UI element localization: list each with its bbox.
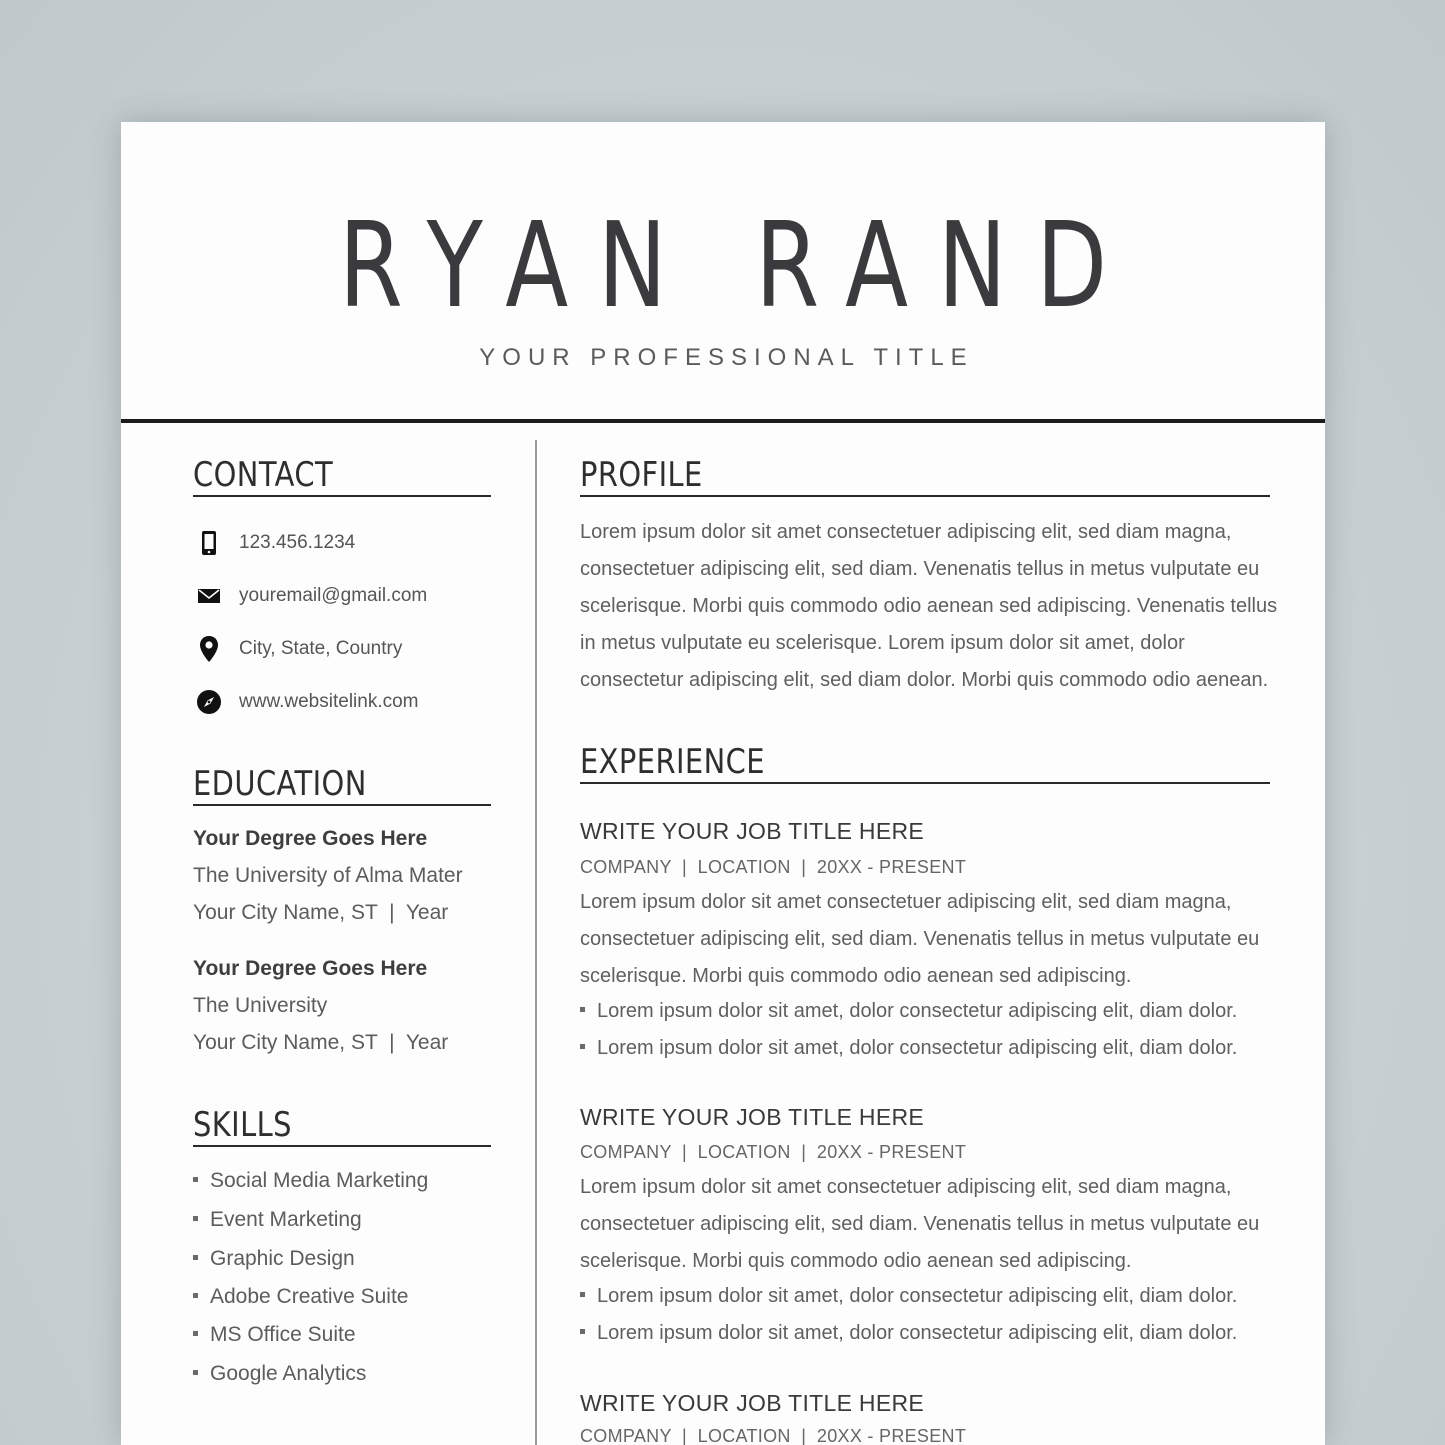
skill-item: MS Office Suite (193, 1323, 356, 1347)
experience-heading: EXPERIENCE (580, 742, 1270, 784)
education-school: The University (193, 994, 328, 1017)
email-address: youremail@gmail.com (239, 585, 428, 606)
skill-item: Graphic Design (193, 1247, 355, 1271)
contact-heading: CONTACT (193, 455, 491, 497)
job-bullet: Lorem ipsum dolor sit amet, dolor consectetur adipiscing elit, diam dolor. (580, 1285, 1237, 1308)
website-link[interactable]: www.websitelink.com (239, 691, 419, 712)
skill-item: Event Marketing (193, 1208, 362, 1232)
phone-icon (195, 529, 223, 557)
contact-website (195, 687, 419, 717)
job-description: Lorem ipsum dolor sit amet consectetuer adipiscing elit, sed diam magna, consectetuer adipiscing elit, sed diam. Venenatis tellus in metus vulputate eu scelerisque. Morbi quis commodo odio aenean sed adipiscing. (580, 891, 1260, 987)
education-place: Your City Name, ST | Year (193, 901, 449, 924)
profile-text: Lorem ipsum dolor sit amet consectetuer adipiscing elit, sed diam magna, consectetuer adipiscing elit, sed diam. Venenatis tellus in metus vulputate eu scelerisque. Morbi quis commodo odio aenean sed adipiscing. Venenatis tellus in metus vulputate eu scelerisque. Lorem ipsum dolor sit amet, dolor consectetur adipiscing elit, sed diam dolor. Morbi quis commodo odio aenean. (580, 521, 1278, 691)
job-title: WRITE YOUR JOB TITLE HERE (580, 1104, 925, 1130)
compass-icon (195, 688, 223, 716)
profile-heading: PROFILE (580, 455, 1270, 497)
job-title: WRITE YOUR JOB TITLE HERE (580, 818, 925, 844)
column-divider (535, 440, 537, 1445)
candidate-name: RYAN RAND (338, 196, 1137, 334)
job-description: Lorem ipsum dolor sit amet consectetuer adipiscing elit, sed diam magna, consectetuer adipiscing elit, sed diam. Venenatis tellus in metus vulputate eu scelerisque. Morbi quis commodo odio aenean sed adipiscing. (580, 1176, 1260, 1272)
map-pin-icon (195, 635, 223, 663)
envelope-icon (195, 582, 223, 610)
skill-item: Adobe Creative Suite (193, 1285, 408, 1309)
job-bullet: Lorem ipsum dolor sit amet, dolor consectetur adipiscing elit, diam dolor. (580, 1037, 1237, 1060)
location-text: City, State, Country (239, 638, 403, 659)
job-title: WRITE YOUR JOB TITLE HERE (580, 1390, 925, 1416)
header-divider (121, 419, 1325, 423)
contact-phone (195, 528, 355, 558)
education-degree: Your Degree Goes Here (193, 827, 428, 850)
education-degree: Your Degree Goes Here (193, 957, 428, 980)
job-meta: COMPANY | LOCATION | 20XX - PRESENT (580, 1142, 967, 1162)
contact-email (195, 581, 427, 611)
job-meta: COMPANY | LOCATION | 20XX - PRESENT (580, 1426, 967, 1445)
skills-heading: SKILLS (193, 1105, 491, 1147)
job-meta: COMPANY | LOCATION | 20XX - PRESENT (580, 857, 967, 877)
phone-number: 123.456.1234 (239, 532, 356, 553)
job-bullet: Lorem ipsum dolor sit amet, dolor consectetur adipiscing elit, diam dolor. (580, 1322, 1237, 1345)
education-heading: EDUCATION (193, 764, 491, 806)
education-school: The University of Alma Mater (193, 864, 463, 887)
resume-page (121, 122, 1325, 1445)
contact-location (195, 634, 402, 664)
professional-title: YOUR PROFESSIONAL TITLE (479, 344, 974, 371)
skill-item: Google Analytics (193, 1362, 366, 1386)
skill-item: Social Media Marketing (193, 1169, 428, 1193)
job-bullet: Lorem ipsum dolor sit amet, dolor consectetur adipiscing elit, diam dolor. (580, 1000, 1237, 1023)
education-place: Your City Name, ST | Year (193, 1031, 449, 1054)
